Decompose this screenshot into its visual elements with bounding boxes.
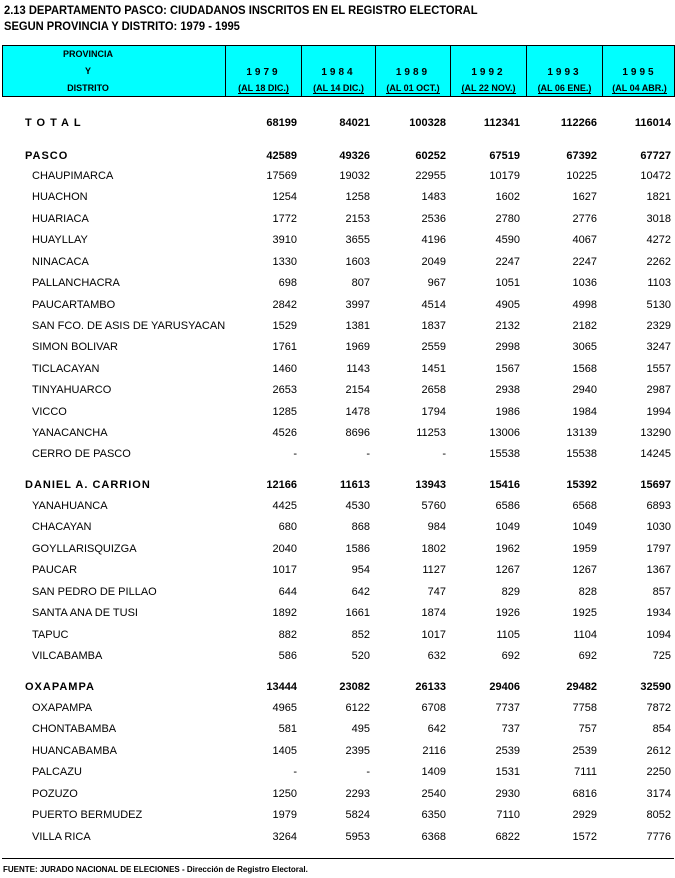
cell-value: 1381: [345, 320, 370, 332]
cell-value: 3174: [646, 788, 671, 800]
cell-value: 49326: [339, 150, 370, 162]
header-provincia: [3, 46, 225, 96]
cell-value: 2116: [422, 745, 446, 757]
header-year: 1995: [622, 67, 657, 78]
cell-value: 5130: [646, 299, 671, 311]
cell-value: 8052: [646, 809, 671, 821]
cell-value: 1478: [345, 406, 370, 418]
table-row: [0, 297, 675, 315]
row-label: PALLANCHACRA: [32, 277, 120, 289]
cell-value: 857: [652, 586, 671, 598]
cell-value: 1962: [495, 543, 520, 555]
cell-value: 6708: [421, 702, 446, 714]
cell-value: 29482: [566, 681, 597, 693]
cell-value: 2539: [495, 745, 520, 757]
cell-value: 2776: [572, 213, 597, 225]
cell-value: 1036: [572, 277, 597, 289]
cell-value: 581: [278, 723, 297, 735]
cell-value: 698: [278, 277, 297, 289]
cell-value: 644: [278, 586, 297, 598]
cell-value: 1051: [495, 277, 520, 289]
cell-value: 6822: [495, 831, 520, 843]
cell-value: 3997: [345, 299, 370, 311]
row-label: TOTAL: [25, 117, 86, 129]
cell-value: 1892: [272, 607, 297, 619]
table-row: [0, 211, 675, 229]
cell-value: 3655: [345, 234, 370, 246]
cell-value: 4998: [572, 299, 597, 311]
cell-value: 2536: [421, 213, 446, 225]
cell-value: -: [366, 766, 370, 778]
cell-value: 4530: [345, 500, 370, 512]
table-row: [0, 425, 675, 443]
cell-value: 13444: [266, 681, 297, 693]
cell-value: 13943: [415, 479, 446, 491]
cell-value: 852: [351, 629, 370, 641]
header-prov-line1: PROVINCIA: [62, 49, 113, 59]
cell-value: 1451: [421, 363, 446, 375]
cell-value: 2250: [646, 766, 671, 778]
cell-value: 6350: [421, 809, 446, 821]
province-row: [0, 477, 675, 495]
cell-value: 2182: [572, 320, 597, 332]
cell-value: 4905: [495, 299, 520, 311]
cell-value: 100328: [409, 117, 446, 129]
cell-value: 807: [351, 277, 370, 289]
cell-value: 2940: [572, 384, 597, 396]
table-row: [0, 318, 675, 336]
row-label: PUERTO BERMUDEZ: [32, 809, 143, 821]
cell-value: 1567: [495, 363, 520, 375]
cell-value: 680: [278, 521, 297, 533]
table-row: [0, 743, 675, 761]
cell-value: 15538: [566, 448, 597, 460]
row-label: VICCO: [32, 406, 67, 418]
cell-value: 1017: [421, 629, 446, 641]
cell-value: 829: [501, 586, 520, 598]
header-date-text: (AL 22 NOV.): [461, 83, 516, 93]
cell-value: 1994: [646, 406, 671, 418]
cell-value: 1483: [421, 191, 446, 203]
cell-value: 3264: [272, 831, 297, 843]
cell-value: 7111: [574, 766, 597, 778]
cell-value: 19032: [339, 170, 370, 182]
cell-value: 8696: [345, 427, 370, 439]
row-label: CHAUPIMARCA: [32, 170, 114, 182]
row-label: OXAPAMPA: [25, 681, 95, 693]
cell-value: 1030: [646, 521, 671, 533]
table-header: [2, 45, 675, 97]
cell-value: 68199: [266, 117, 297, 129]
cell-value: -: [293, 448, 297, 460]
header-date: [451, 83, 526, 93]
cell-value: 42589: [266, 150, 297, 162]
header-col-5: [602, 46, 675, 96]
cell-value: 5824: [345, 809, 370, 821]
cell-value: 1285: [272, 406, 297, 418]
cell-value: 1627: [572, 191, 597, 203]
cell-value: 7776: [646, 831, 671, 843]
cell-value: 2040: [272, 543, 297, 555]
header-year: 1979: [246, 67, 281, 78]
cell-value: 10225: [566, 170, 597, 182]
cell-value: 2154: [345, 384, 370, 396]
cell-value: 11613: [340, 479, 370, 491]
cell-value: 112266: [560, 117, 597, 129]
cell-value: 1568: [572, 363, 597, 375]
table-row: [0, 562, 675, 580]
cell-value: 7737: [495, 702, 520, 714]
header-date: [527, 83, 602, 93]
province-row: [0, 148, 675, 166]
cell-value: 32590: [640, 681, 671, 693]
row-label: GOYLLARISQUIZGA: [32, 543, 137, 555]
cell-value: 1802: [421, 543, 446, 555]
table-row: [0, 275, 675, 293]
row-label: PALCAZU: [32, 766, 82, 778]
cell-value: 6586: [495, 500, 520, 512]
row-label: PAUCARTAMBO: [32, 299, 116, 311]
cell-value: 954: [351, 564, 370, 576]
header-date: [376, 83, 450, 93]
cell-value: 882: [278, 629, 297, 641]
cell-value: 6122: [345, 702, 370, 714]
header-date: [603, 83, 675, 93]
row-label: HUACHON: [32, 191, 88, 203]
cell-value: 1104: [573, 629, 597, 641]
cell-value: 2153: [345, 213, 370, 225]
table-row: [0, 605, 675, 623]
table-row: [0, 721, 675, 739]
cell-value: 13290: [640, 427, 671, 439]
cell-value: 1959: [572, 543, 597, 555]
cell-value: 3018: [646, 213, 671, 225]
cell-value: 1557: [646, 363, 671, 375]
cell-value: 1105: [496, 629, 520, 641]
source-footer: FUENTE: JURADO NACIONAL DE ELECIONES - Dirección de Registro Electoral.: [3, 865, 308, 874]
table-row: [0, 627, 675, 645]
row-label: SAN FCO. DE ASIS DE YARUSYACAN: [32, 320, 226, 332]
cell-value: 112341: [483, 117, 520, 129]
cell-value: 1874: [421, 607, 446, 619]
footer-rule: [2, 858, 674, 859]
cell-value: 1925: [572, 607, 597, 619]
cell-value: 642: [427, 723, 446, 735]
cell-value: 1405: [272, 745, 297, 757]
cell-value: 2930: [495, 788, 520, 800]
cell-value: 15538: [489, 448, 520, 460]
cell-value: 642: [351, 586, 370, 598]
cell-value: 692: [501, 650, 520, 662]
header-col-2: [375, 46, 450, 96]
cell-value: 2653: [272, 384, 297, 396]
cell-value: 868: [351, 521, 370, 533]
row-label: SIMON BOLIVAR: [32, 341, 118, 353]
row-label: SANTA ANA DE TUSI: [32, 607, 138, 619]
header-date-text: (AL 14 DIC.): [313, 83, 364, 93]
cell-value: 1409: [421, 766, 446, 778]
table-row: [0, 404, 675, 422]
header-prov-line2: Y: [84, 66, 91, 76]
table-row: [0, 168, 675, 186]
cell-value: 2612: [646, 745, 671, 757]
cell-value: 1602: [495, 191, 520, 203]
cell-value: 23082: [339, 681, 370, 693]
cell-value: -: [366, 448, 370, 460]
cell-value: 6368: [421, 831, 446, 843]
cell-value: 12166: [266, 479, 297, 491]
cell-value: 2938: [495, 384, 520, 396]
cell-value: 2842: [272, 299, 297, 311]
cell-value: 1330: [272, 256, 297, 268]
cell-value: 2559: [421, 341, 446, 353]
cell-value: 1267: [495, 564, 520, 576]
cell-value: 4196: [421, 234, 446, 246]
cell-value: 2132: [495, 320, 520, 332]
cell-value: 5953: [345, 831, 370, 843]
province-row: [0, 679, 675, 697]
header-date: [226, 83, 301, 93]
row-label: PASCO: [25, 150, 69, 162]
table-row: [0, 829, 675, 847]
table-row: [0, 541, 675, 559]
cell-value: 2247: [495, 256, 520, 268]
cell-value: 984: [427, 521, 446, 533]
row-label: TINYAHUARCO: [32, 384, 112, 396]
cell-value: 1984: [572, 406, 597, 418]
cell-value: 1254: [272, 191, 297, 203]
cell-value: 2262: [646, 256, 671, 268]
cell-value: 1049: [495, 521, 520, 533]
table-row: [0, 382, 675, 400]
cell-value: 2049: [421, 256, 446, 268]
table-row: [0, 786, 675, 804]
table-row: [0, 700, 675, 718]
cell-value: 1460: [272, 363, 297, 375]
cell-value: 2395: [345, 745, 370, 757]
cell-value: 60252: [415, 150, 446, 162]
cell-value: 10472: [640, 170, 671, 182]
cell-value: 1761: [272, 341, 297, 353]
header-date-text: (AL 06 ENE.): [537, 83, 592, 93]
cell-value: 1127: [422, 564, 446, 576]
cell-value: 7872: [646, 702, 671, 714]
cell-value: 4067: [572, 234, 597, 246]
row-label: YANACANCHA: [32, 427, 108, 439]
cell-value: 1821: [646, 191, 671, 203]
cell-value: 15697: [640, 479, 671, 491]
row-label: TICLACAYAN: [32, 363, 100, 375]
cell-value: 967: [427, 277, 446, 289]
cell-value: 1017: [272, 564, 297, 576]
table-row: [0, 446, 675, 464]
cell-value: 67392: [566, 150, 597, 162]
table-subtitle: SEGUN PROVINCIA Y DISTRITO: 1979 - 1995: [4, 19, 240, 33]
table-row: [0, 498, 675, 516]
cell-value: 586: [278, 650, 297, 662]
row-label: POZUZO: [32, 788, 78, 800]
cell-value: 1531: [495, 766, 520, 778]
table-row: [0, 648, 675, 666]
cell-value: 1049: [572, 521, 597, 533]
header-year: 1989: [395, 67, 431, 78]
cell-value: 7758: [572, 702, 597, 714]
cell-value: 1258: [345, 191, 370, 203]
cell-value: 14245: [640, 448, 671, 460]
table-row: [0, 361, 675, 379]
table-row: [0, 254, 675, 272]
cell-value: 1529: [272, 320, 297, 332]
cell-value: 725: [652, 650, 671, 662]
cell-value: 757: [578, 723, 597, 735]
cell-value: 747: [427, 586, 446, 598]
cell-value: 2929: [572, 809, 597, 821]
cell-value: 1267: [572, 564, 597, 576]
cell-value: 1794: [421, 406, 446, 418]
cell-value: 1934: [646, 607, 671, 619]
header-col-1: [301, 46, 375, 96]
cell-value: 5760: [421, 500, 446, 512]
cell-value: 67727: [640, 150, 671, 162]
header-date-text: (AL 04 ABR.): [612, 83, 667, 93]
row-label: DANIEL A. CARRION: [25, 479, 151, 491]
cell-value: 2998: [495, 341, 520, 353]
cell-value: 737: [501, 723, 520, 735]
cell-value: 3065: [572, 341, 597, 353]
header-year: 1993: [547, 67, 582, 78]
cell-value: 2293: [345, 788, 370, 800]
cell-value: -: [442, 448, 446, 460]
cell-value: 26133: [415, 681, 446, 693]
header-year: 1984: [321, 67, 356, 78]
cell-value: 4514: [421, 299, 446, 311]
cell-value: 29406: [489, 681, 520, 693]
cell-value: 6816: [572, 788, 597, 800]
cell-value: 6568: [572, 500, 597, 512]
table-row: [0, 764, 675, 782]
cell-value: 67519: [489, 150, 520, 162]
header-date-text: (AL 18 DIC.): [238, 83, 289, 93]
cell-value: 84021: [339, 117, 370, 129]
row-label: HUAYLLAY: [32, 234, 88, 246]
cell-value: 2987: [646, 384, 671, 396]
table-row: [0, 584, 675, 602]
cell-value: 1143: [346, 363, 370, 375]
cell-value: 2329: [646, 320, 671, 332]
cell-value: 4526: [272, 427, 297, 439]
table-row: [0, 232, 675, 250]
cell-value: 2539: [572, 745, 597, 757]
row-label: CHACAYAN: [32, 521, 92, 533]
cell-value: 4272: [646, 234, 671, 246]
cell-value: 2247: [572, 256, 597, 268]
cell-value: 632: [427, 650, 446, 662]
table-row: [0, 189, 675, 207]
cell-value: -: [293, 766, 297, 778]
row-label: YANAHUANCA: [32, 500, 108, 512]
header-date-text: (AL 01 OCT.): [386, 83, 440, 93]
cell-value: 4590: [495, 234, 520, 246]
cell-value: 2540: [421, 788, 446, 800]
header-prov-line3: DISTRITO: [67, 83, 109, 93]
cell-value: 2780: [495, 213, 520, 225]
cell-value: 15416: [489, 479, 520, 491]
cell-value: 854: [652, 723, 671, 735]
header-year: 1992: [471, 67, 506, 78]
cell-value: 520: [351, 650, 370, 662]
cell-value: 1797: [646, 543, 671, 555]
cell-value: 15392: [566, 479, 597, 491]
row-label: PAUCAR: [32, 564, 78, 576]
table-row: [0, 807, 675, 825]
row-label: HUANCABAMBA: [32, 745, 117, 757]
cell-value: 1986: [495, 406, 520, 418]
cell-value: 3910: [272, 234, 297, 246]
cell-value: 13139: [566, 427, 597, 439]
cell-value: 116014: [634, 117, 671, 129]
cell-value: 11253: [416, 427, 446, 439]
cell-value: 7110: [496, 809, 520, 821]
cell-value: 4425: [272, 500, 297, 512]
header-date: [302, 83, 375, 93]
cell-value: 1367: [646, 564, 671, 576]
cell-value: 1837: [421, 320, 446, 332]
row-label: CERRO DE PASCO: [32, 448, 131, 460]
cell-value: 1094: [646, 629, 671, 641]
row-label: CHONTABAMBA: [32, 723, 117, 735]
total-row: [0, 115, 675, 133]
cell-value: 1969: [345, 341, 370, 353]
cell-value: 1661: [345, 607, 370, 619]
row-label: VILLA RICA: [32, 831, 91, 843]
row-label: VILCABAMBA: [32, 650, 103, 662]
cell-value: 22955: [415, 170, 446, 182]
cell-value: 17569: [266, 170, 297, 182]
cell-value: 828: [578, 586, 597, 598]
cell-value: 4965: [272, 702, 297, 714]
cell-value: 1250: [272, 788, 297, 800]
cell-value: 692: [578, 650, 597, 662]
cell-value: 2658: [421, 384, 446, 396]
row-label: NINACACA: [32, 256, 89, 268]
cell-value: 1603: [345, 256, 370, 268]
row-label: TAPUC: [32, 629, 69, 641]
header-col-3: [450, 46, 526, 96]
cell-value: 1979: [272, 809, 297, 821]
cell-value: 13006: [489, 427, 520, 439]
cell-value: 1572: [572, 831, 597, 843]
cell-value: 1586: [345, 543, 370, 555]
cell-value: 10179: [489, 170, 520, 182]
cell-value: 1926: [495, 607, 520, 619]
table-row: [0, 339, 675, 357]
header-col-0: [225, 46, 301, 96]
header-col-4: [526, 46, 602, 96]
row-label: SAN PEDRO DE PILLAO: [32, 586, 157, 598]
table-row: [0, 519, 675, 537]
cell-value: 495: [351, 723, 370, 735]
cell-value: 3247: [646, 341, 671, 353]
cell-value: 6893: [646, 500, 671, 512]
row-label: OXAPAMPA: [32, 702, 93, 714]
cell-value: 1772: [272, 213, 297, 225]
row-label: HUARIACA: [32, 213, 89, 225]
cell-value: 1103: [647, 277, 671, 289]
table-title: 2.13 DEPARTAMENTO PASCO: CIUDADANOS INSCRITOS EN EL REGISTRO ELECTORAL: [4, 3, 478, 17]
